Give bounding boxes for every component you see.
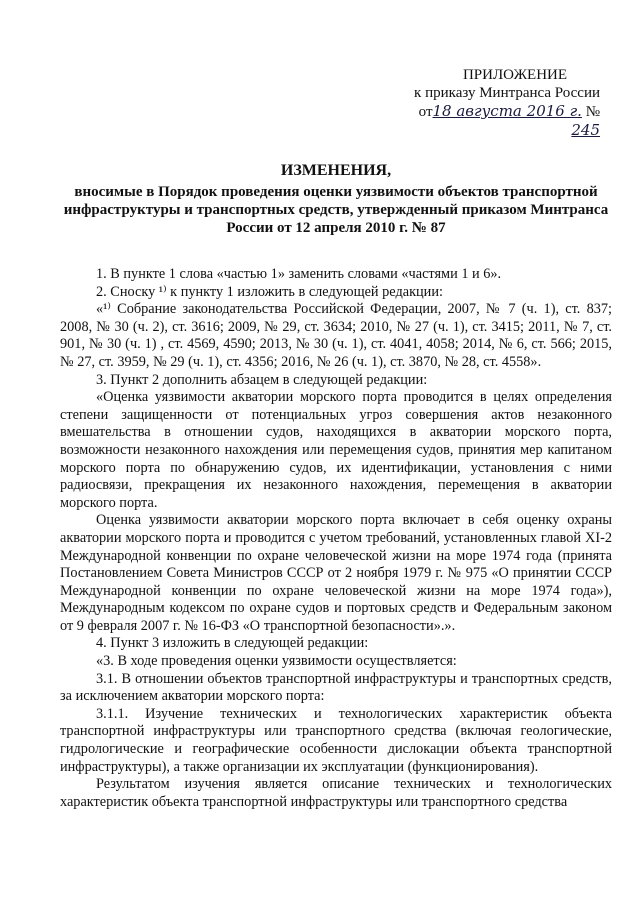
handwritten-number: 245	[571, 121, 600, 139]
appendix-order-line: к приказу Минтранса России	[414, 85, 600, 101]
paragraph: Оценка уязвимости акватории морского порта включает в себя оценку охраны акватории морского порта и проводится с учетом требований, установленных главой XI-2 Международной конвенции по охране человеческой жизни на море 1974 года (принята Постановлением Совета Министров СССР от 2 ноября 1979 г. № 975 «О принятии СССР Международной конвенции по охране человеческой жизни на море 1974 года»), Международным кодексом по охране судов и портовых средств и Федеральным законом от 9 февраля 2007 г. № 16-ФЗ «О транспортной безопасности».».	[60, 512, 612, 634]
paragraph: «¹⁾ Собрание законодательства Российской Федерации, 2007, № 7 (ч. 1), ст. 837; 2008, № 30 (ч. 2), ст. 3616; 2009, № 29, ст. 3634; 2010, № 27 (ч. 1), ст. 3415; 2011, № 7, ст. 901, № 30 (ч. 1) , ст. 4569, 4590; 2013, № 30 (ч. 1), ст. 4041, 4058; 2014, № 6, ст. 566; 2015, № 27, ст. 3959, № 29 (ч. 1), ст. 4356; 2016, № 26 (ч. 1), ст. 3870, № 28, ст. 4558».	[60, 301, 612, 370]
appendix-title: ПРИЛОЖЕНИЕ	[462, 67, 568, 83]
paragraph: 2. Сноску ¹⁾ к пункту 1 изложить в следующей редакции:	[96, 283, 443, 300]
paragraph: 4. Пункт 3 изложить в следующей редакции:	[96, 635, 369, 652]
paragraph: 1. В пункте 1 слова «частью 1» заменить словами «частями 1 и 6».	[96, 266, 502, 282]
appendix-number-prefix: №	[585, 104, 600, 120]
paragraph: «Оценка уязвимости акватории морского порта проводится в целях определения степени защищенности от потенциальных угроз совершения актов незаконного вмешательства в отношении судов, находящихся в акватории морского порта, возможности незаконного нахождения или перемещения судов, принятия мер капитаном морского порта по обнаружению судов, их идентификации, установления с ними радиосвязи, прекращения их незаконного нахождения, перемещения в акватории морского порта.	[60, 389, 612, 511]
document-title: ИЗМЕНЕНИЯ,	[280, 162, 392, 179]
handwritten-date: 18 августа 2016 г.	[432, 102, 582, 120]
appendix-block	[400, 66, 600, 140]
paragraph: Результатом изучения является описание технических и технологических характеристик объекта транспортной инфраструктуры или транспортного средства	[60, 776, 612, 810]
document-body	[60, 266, 612, 811]
paragraph: 3. Пункт 2 дополнить абзацем в следующей редакции:	[96, 371, 428, 388]
appendix-from-prefix: от	[418, 104, 433, 120]
paragraph: 3.1. В отношении объектов транспортной инфраструктуры и транспортных средств, за исключением акватории морского порта:	[60, 670, 612, 705]
paragraph: «3. В ходе проведения оценки уязвимости осуществляется:	[96, 653, 457, 670]
document-subtitle: вносимые в Порядок проведения оценки уязвимости объектов транспортной инфраструктуры и транспортных средств, утвержденный приказом Минтранса России от 12 апреля 2010 г. № 87	[63, 184, 609, 236]
paragraph: 3.1.1. Изучение технических и технологических характеристик объекта транспортной инфраструктуры или транспортного средства (включая геологические, гидрологические и географические особенности дислокации объекта транспортной инфраструктуры), а также организации их эксплуатации (функционирования).	[60, 705, 612, 775]
document-heading	[60, 162, 612, 237]
